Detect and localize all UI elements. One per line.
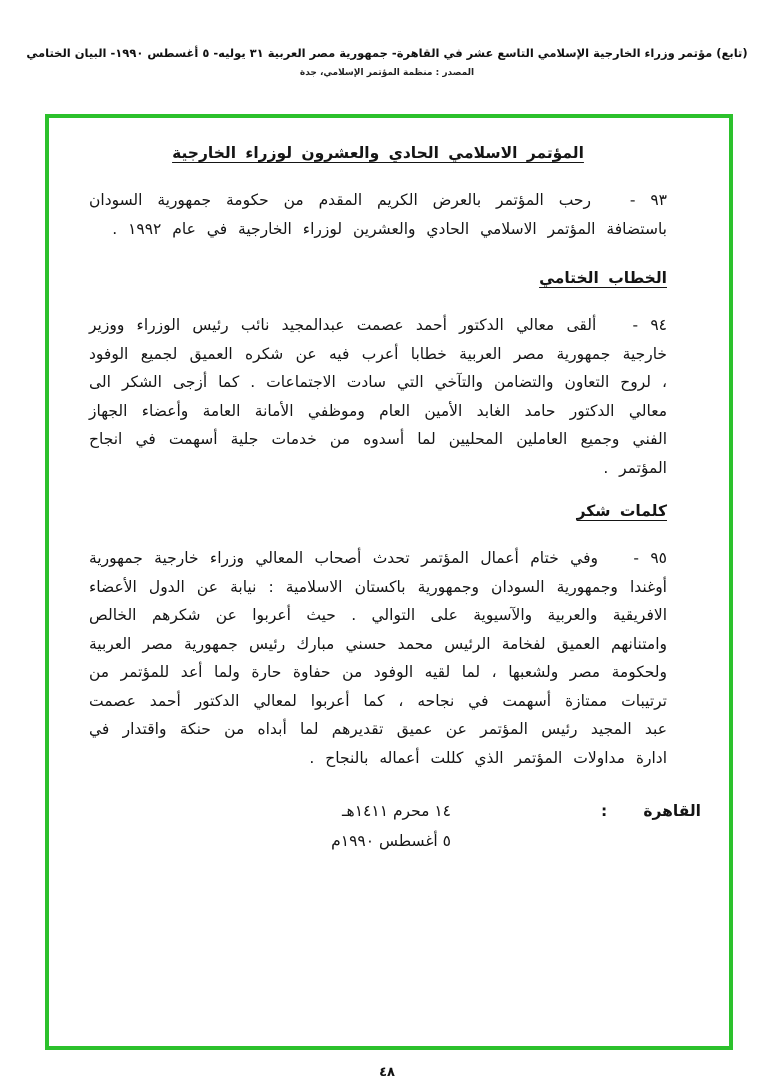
document-content: [49, 118, 729, 856]
signoff-place-colon: :: [601, 802, 608, 820]
signoff-place-label: القاهرة: [643, 802, 701, 820]
document-frame: [45, 114, 733, 1050]
paragraph-95: [89, 544, 667, 772]
section-heading-thanks: كلمات شكر: [576, 502, 667, 520]
paragraph-93: [89, 186, 667, 243]
header-source-line: المصدر : منظمة المؤتمر الإسلامي، جدة: [299, 68, 475, 78]
page-number: ٤٨: [379, 1065, 395, 1080]
signoff-block: [89, 796, 701, 856]
paragraph-94-number: ٩٤ -: [632, 316, 667, 334]
paragraph-93-text: رحب المؤتمر بالعرض الكريم المقدم من حكومة جمهورية السودان باستضافة المؤتمر الاسلامي الحادي والعشرين لوزراء الخارجية في عام ١٩٩٢ .: [89, 191, 667, 238]
header-title-line: (تابع) مؤتمر وزراء الخارجية الإسلامي التاسع عشر في القاهرة- جمهورية مصر العربية ٣١ يوليه- ٥ أغسطس ١٩٩٠- البيان الختامي: [26, 46, 748, 60]
section-heading-closing-speech: الخطاب الختامي: [539, 269, 667, 287]
paragraph-95-text: وفي ختام أعمال المؤتمر تحدث أصحاب المعالي وزراء خارجية جمهورية أوغندا وجمهورية السودان وجمهورية باكستان الاسلامية : نيابة عن الدول الأعضاء الافريقية والعربية والآسيوية على التوالي . حيث أعربوا عن شكرهم الخالص وامتنانهم العميق لفخامة الرئيس محمد حسني مبارك رئيس جمهورية مصر العربية ولحكومة مصر ولشعبها ، لما لقيه الوفود من حفاوة حارة ولما أعد للمؤتمر من ترتيبات ممتازة أسهمت في نجاحه ، كما أعربوا لمعالي الدكتور أحمد عصمت عبد المجيد رئيس المؤتمر عن عميق تقديرهم لما أبداه من حنكة واقتدار في ادارة مداولات المؤتمر الذي كللت أعماله بالنجاح .: [89, 549, 667, 767]
catalog-header: [0, 0, 774, 78]
signoff-hijri-date: ١٤ محرم ١٤١١هـ: [342, 802, 451, 820]
paragraph-95-number: ٩٥ -: [633, 549, 667, 567]
document-title: المؤتمر الاسلامي الحادي والعشرون لوزراء الخارجية: [172, 144, 584, 162]
paragraph-94: [89, 311, 667, 482]
paragraph-93-number: ٩٣ -: [629, 191, 667, 209]
signoff-dates: [331, 796, 451, 856]
signoff-place: [601, 796, 701, 826]
signoff-gregorian-date: ٥ أغسطس ١٩٩٠م: [331, 832, 451, 850]
paragraph-94-text: ألقى معالي الدكتور أحمد عصمت عبدالمجيد نائب رئيس الوزراء ووزير خارجية جمهورية مصر العربية خطابا أعرب فيه عن شكره العميق لجميع الوفود ، لروح التعاون والتضامن والتآخي التي سادت الاجتماعات . كما أزجى الشكر الى معالي الدكتور حامد الغابد الأمين العام وموظفي الأمانة العامة وأعضاء الجهاز الفني وجميع العاملين المحليين لما أسدوه من خدمات جلية أسهمت في انجاح المؤتمر .: [89, 316, 667, 477]
